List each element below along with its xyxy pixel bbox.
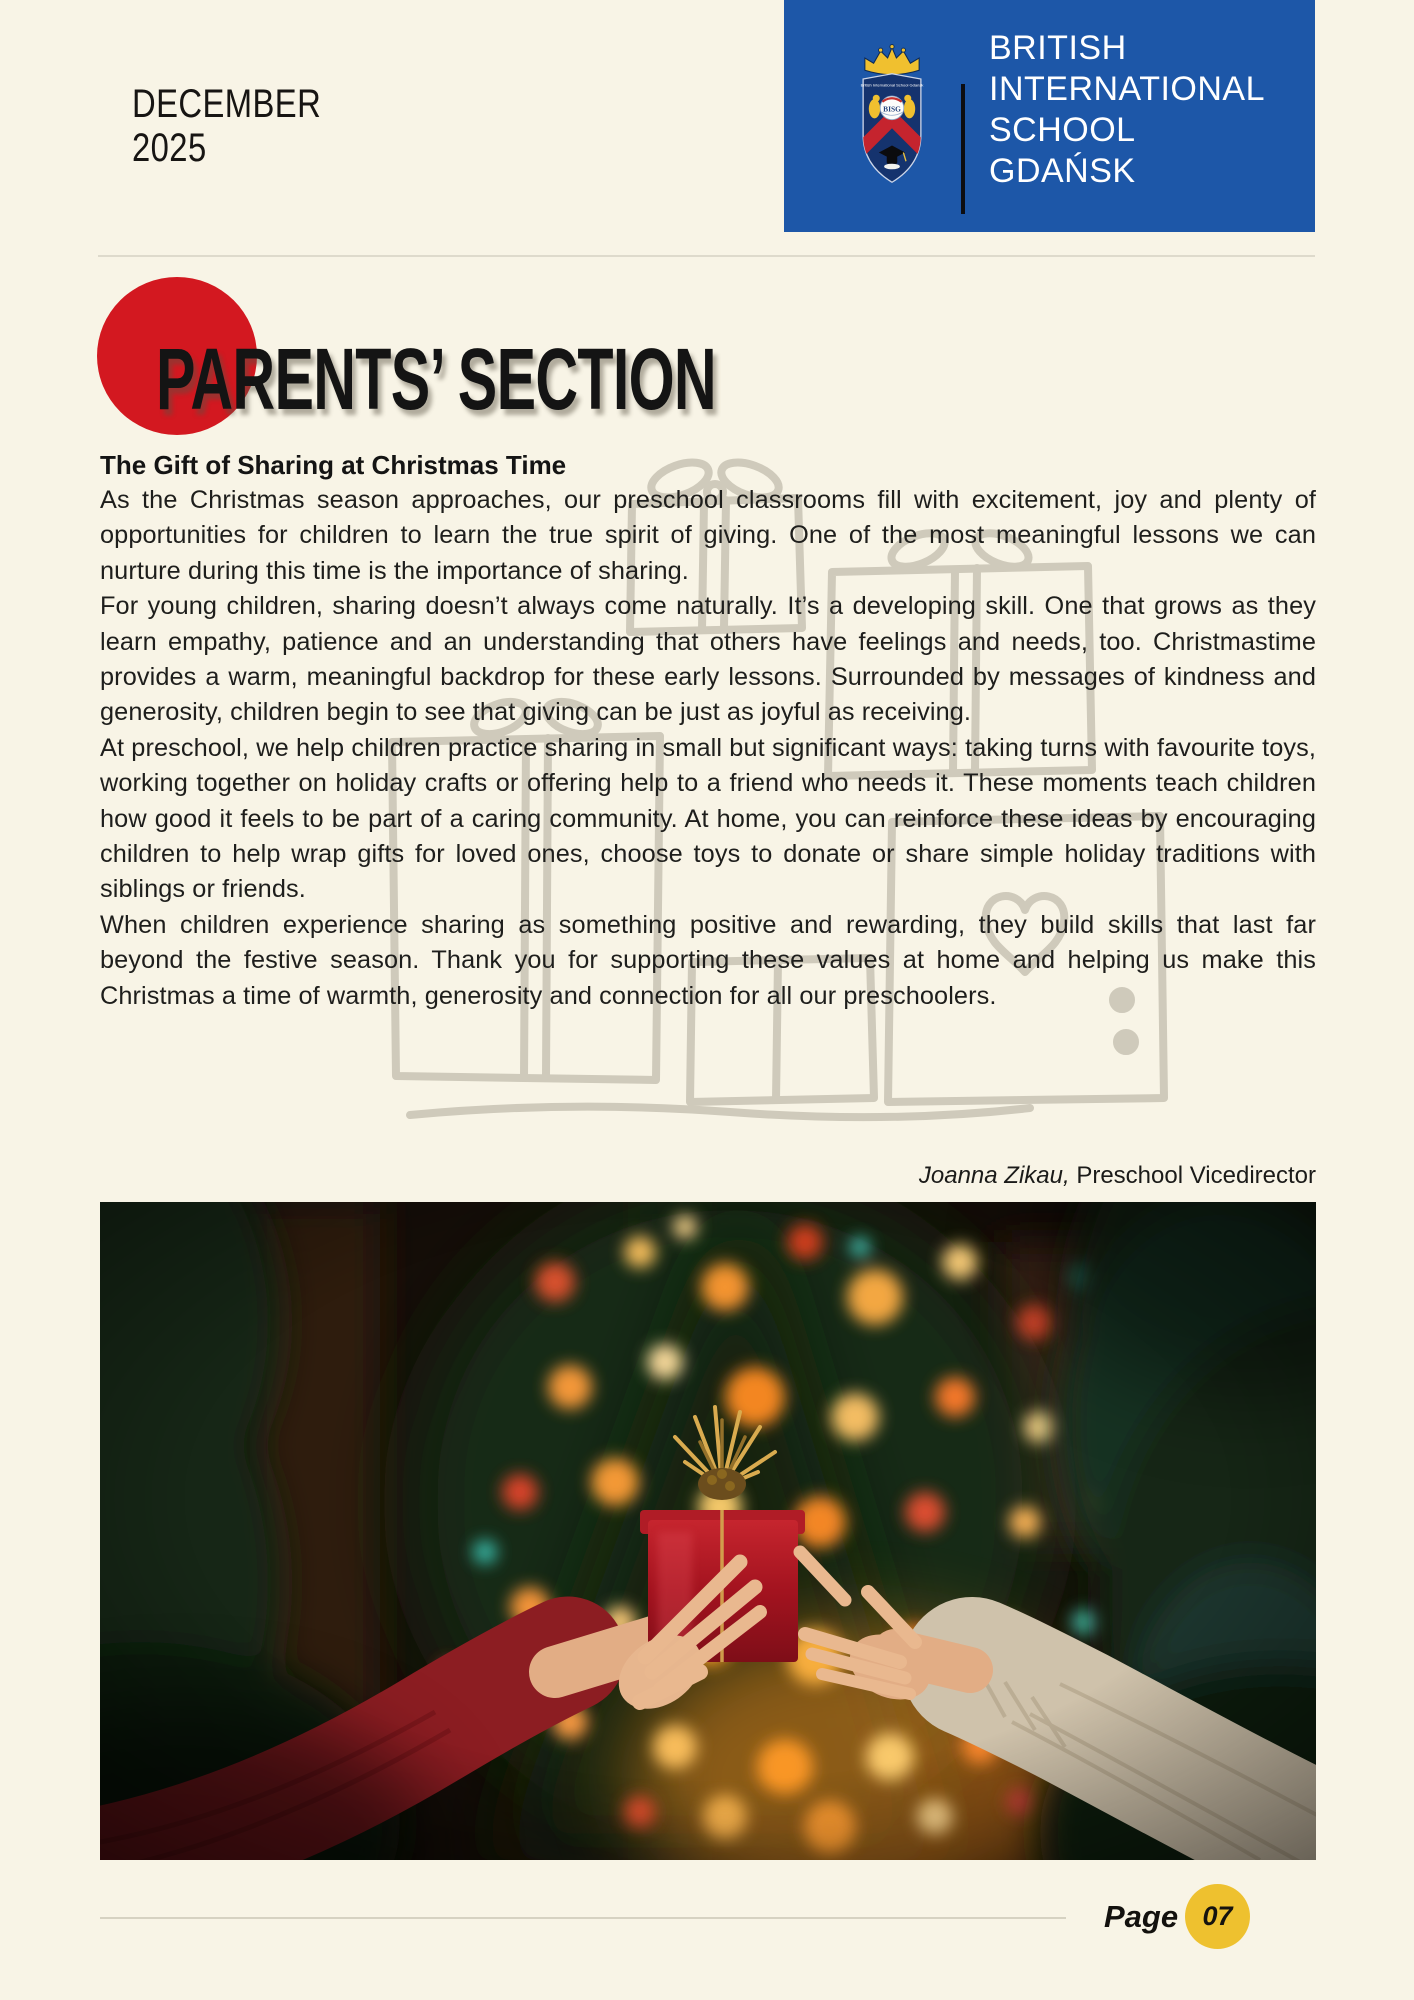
school-name-line: GDAŃSK (989, 152, 1136, 190)
section-title: PARENTS’ SECTION (156, 331, 716, 428)
school-logo-banner (784, 0, 1315, 232)
photo-christmas-gift-exchange (100, 1202, 1316, 1860)
byline-author: Joanna Zikau, (918, 1162, 1070, 1189)
article-paragraph: At preschool, we help children practice sharing in small but significant ways: taking turns with favourite toys, working together on holiday crafts or offering help to a friend who needs it. These moments teach children how good it feels to be part of a caring community. At home, you can reinforce these ideas by encouraging children to help wrap gifts for loved ones, choose toys to donate or share simple holiday traditions with siblings or friends. (100, 733, 1316, 904)
logo-divider (961, 84, 965, 214)
issue-year: 2025 (132, 126, 207, 170)
article-heading: The Gift of Sharing at Christmas Time (100, 450, 567, 480)
article-paragraph: For young children, sharing doesn’t always come naturally. It’s a developing skill. One that grows as they learn empathy, patience and an understanding that others have feelings and needs, too. Christmastime provides a warm, meaningful backdrop for these early lessons. Surrounded by messages of kindness and generosity, children begin to see that giving can be just as joyful as receiving. (100, 592, 1316, 727)
issue-date (132, 82, 321, 170)
school-name (989, 28, 1265, 192)
issue-month: DECEMBER (132, 82, 322, 126)
header-divider-line (98, 255, 1315, 257)
article-body (100, 483, 1316, 1159)
school-name-line: INTERNATIONAL (989, 70, 1266, 108)
school-crest-icon (852, 44, 932, 184)
page-number: 07 (1202, 1901, 1233, 1931)
article-byline (100, 1162, 1316, 1190)
school-name-line: BRITISH (989, 29, 1127, 67)
footer-divider-line (100, 1917, 1066, 1919)
crest-monogram: BISG (883, 104, 901, 114)
page-number-badge (1185, 1884, 1250, 1949)
article-paragraph: When children experience sharing as something positive and rewarding, they build skills that last far beyond the festive season. Thank you for supporting these values at home and helping us make this Christmas a time of warmth, generosity and connection for all our preschoolers. (100, 910, 1316, 1010)
article-paragraph: As the Christmas season approaches, our preschool classrooms fill with excitement, joy and plenty of opportunities for children to learn the true spirit of giving. One of the most meaningful lessons we can nurture during this time is the importance of sharing. (100, 486, 1316, 585)
byline-role: Preschool Vicedirector (1076, 1162, 1316, 1189)
crest-band-text: British International School Gdansk (860, 82, 924, 88)
page-label: Page (1104, 1899, 1179, 1934)
school-name-line: SCHOOL (989, 111, 1136, 149)
